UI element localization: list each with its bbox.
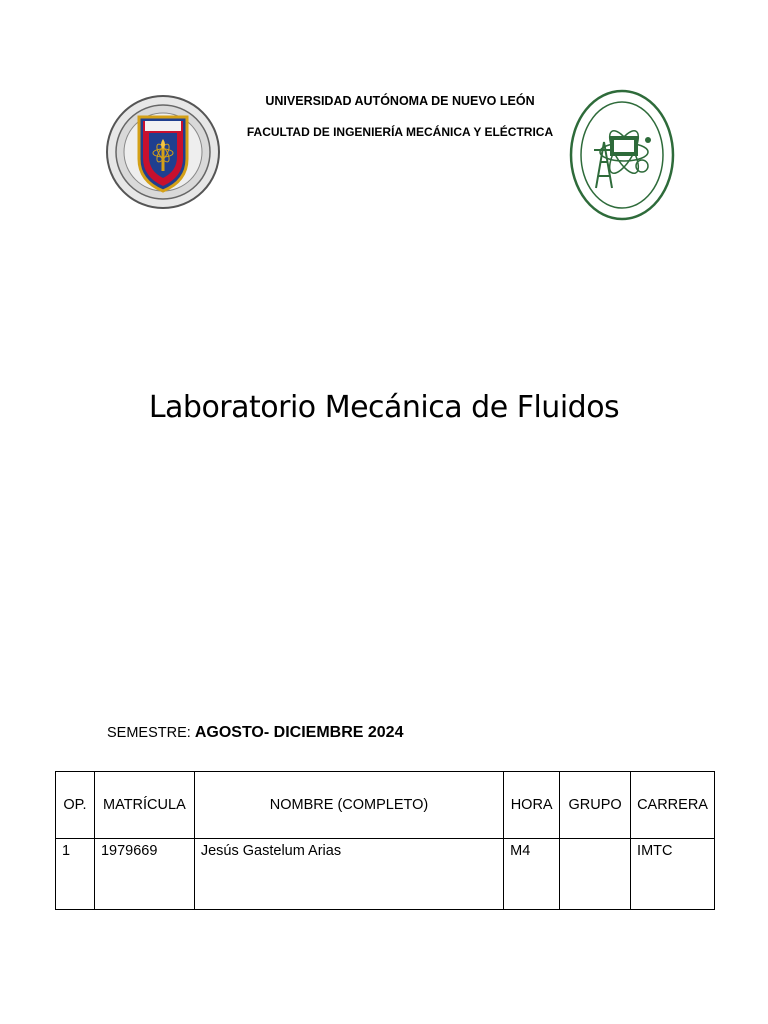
fime-seal-icon — [568, 88, 676, 222]
university-name: UNIVERSIDAD AUTÓNOMA DE NUEVO LEÓN — [265, 94, 535, 108]
cell-op: 1 — [56, 839, 95, 910]
header-op: OP. — [56, 772, 95, 839]
table-row — [56, 839, 715, 910]
semester-value: AGOSTO- DICIEMBRE 2024 — [194, 724, 404, 741]
cell-carrera: IMTC — [631, 839, 715, 910]
student-table — [55, 771, 715, 910]
header-carrera: CARRERA — [631, 772, 715, 839]
cell-hora: M4 — [504, 839, 560, 910]
uanl-seal-icon — [105, 93, 221, 211]
header-matricula: MATRÍCULA — [94, 772, 194, 839]
cell-grupo — [560, 839, 631, 910]
semester-line — [107, 724, 403, 742]
cell-matricula: 1979669 — [94, 839, 194, 910]
cell-nombre: Jesús Gastelum Arias — [194, 839, 503, 910]
header-hora: HORA — [504, 772, 560, 839]
document-title: Laboratorio Mecánica de Fluidos — [148, 390, 620, 425]
header-grupo: GRUPO — [560, 772, 631, 839]
header-nombre: NOMBRE (COMPLETO) — [194, 772, 503, 839]
faculty-name: FACULTAD DE INGENIERÍA MECÁNICA Y ELÉCTRICA — [246, 125, 554, 139]
table-header-row — [56, 772, 715, 839]
semester-label: SEMESTRE: — [107, 725, 191, 741]
